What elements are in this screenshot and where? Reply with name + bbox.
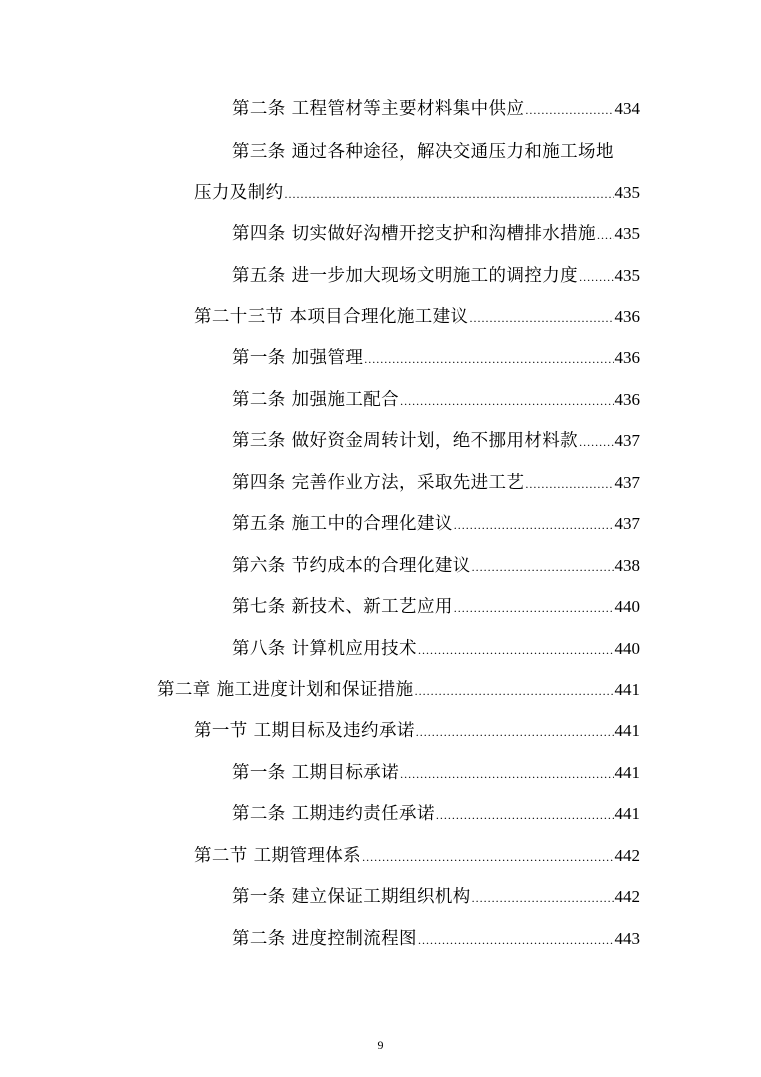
toc-entry-title: 第八条 计算机应用技术	[232, 639, 417, 659]
toc-entry[interactable]	[232, 137, 640, 167]
toc-entry[interactable]	[232, 468, 640, 498]
toc-leader-dots	[579, 262, 613, 292]
toc-entry-title: 第二条 工期违约责任承诺	[232, 804, 435, 824]
toc-entry-title: 第三条 通过各种途径，解决交通压力和施工场地	[232, 142, 614, 162]
toc-entry-page: 437	[614, 431, 640, 450]
toc-entry-title: 第一条 建立保证工期组织机构	[232, 887, 471, 907]
toc-entry-page: 441	[614, 721, 640, 740]
toc-entry-title: 第一条 加强管理	[232, 348, 364, 368]
toc-leader-dots	[472, 883, 614, 913]
toc-leader-dots	[400, 759, 613, 789]
toc-entry-page: 437	[614, 473, 640, 492]
toc-leader-dots	[454, 593, 614, 623]
toc-entry[interactable]	[232, 551, 640, 581]
toc-entry-title: 第二十三节 本项目合理化施工建议	[194, 307, 469, 327]
toc-leader-dots	[415, 676, 614, 706]
toc-leader-dots	[362, 842, 613, 872]
toc-entry-title: 第二章 施工进度计划和保证措施	[157, 680, 414, 700]
toc-entry[interactable]	[232, 882, 640, 912]
toc-entry-page: 443	[614, 929, 640, 948]
toc-leader-dots	[364, 344, 613, 374]
toc-entry-page: 441	[614, 763, 640, 782]
toc-entry-page: 441	[614, 804, 640, 823]
toc-entry-title: 第三条 做好资金周转计划，绝不挪用材料款	[232, 431, 579, 451]
toc-entry-title: 第二条 进度控制流程图	[232, 929, 417, 949]
toc-entry-page: 442	[614, 887, 640, 906]
toc-entry-title: 第六条 节约成本的合理化建议	[232, 556, 471, 576]
toc-entry-continuation[interactable]	[194, 178, 640, 208]
toc-entry[interactable]	[232, 219, 640, 249]
toc-entry-page: 435	[614, 266, 640, 285]
toc-entry-page: 436	[614, 390, 640, 409]
toc-leader-dots	[472, 552, 614, 582]
toc-entry-title: 第四条 切实做好沟槽开挖支护和沟槽排水措施	[232, 224, 596, 244]
toc-entry-page: 434	[614, 99, 640, 118]
toc-entry[interactable]	[194, 716, 640, 746]
toc-leader-dots	[469, 303, 613, 333]
toc-entry-title: 压力及制约	[194, 183, 284, 203]
toc-entry-title: 第七条 新技术、新工艺应用	[232, 597, 453, 617]
toc-entry-page: 436	[614, 307, 640, 326]
toc-entry-page: 440	[614, 597, 640, 616]
toc-leader-dots	[418, 635, 614, 665]
toc-entry[interactable]	[232, 385, 640, 415]
toc-entry-title: 第五条 施工中的合理化建议	[232, 514, 453, 534]
toc-entry-page: 435	[614, 224, 640, 243]
toc-entry-title: 第二条 工程管材等主要材料集中供应	[232, 99, 525, 119]
toc-entry-page: 442	[614, 846, 640, 865]
toc-entry[interactable]	[232, 343, 640, 373]
toc-entry[interactable]	[194, 841, 640, 871]
toc-entry[interactable]	[232, 94, 640, 124]
toc-entry[interactable]	[232, 634, 640, 664]
toc-entry[interactable]	[232, 426, 640, 456]
toc-entry-title: 第一条 工期目标承诺	[232, 763, 400, 783]
toc-leader-dots	[285, 179, 614, 209]
toc-leader-dots	[416, 717, 614, 747]
toc-entry[interactable]	[232, 261, 640, 291]
toc-entry-title: 第二节 工期管理体系	[194, 846, 362, 866]
toc-entry-title: 第四条 完善作业方法，采取先进工艺	[232, 473, 525, 493]
toc-leader-dots	[418, 925, 614, 955]
toc-entry[interactable]	[232, 924, 640, 954]
toc-entry-page: 441	[614, 680, 640, 699]
toc-entry[interactable]	[157, 675, 640, 705]
toc-entry-title: 第五条 进一步加大现场文明施工的调控力度	[232, 266, 579, 286]
toc-entry[interactable]	[232, 509, 640, 539]
toc-leader-dots	[525, 469, 613, 499]
toc-entry[interactable]	[194, 302, 640, 332]
toc-leader-dots	[400, 386, 613, 416]
page-number: 9	[377, 1038, 384, 1052]
toc-leader-dots	[597, 220, 614, 250]
toc-entry[interactable]	[232, 592, 640, 622]
toc-entry-page: 440	[614, 639, 640, 658]
toc-entry-page: 435	[614, 183, 640, 202]
toc-leader-dots	[525, 95, 613, 125]
toc-entry-title: 第二条 加强施工配合	[232, 390, 400, 410]
toc-entry-page: 437	[614, 514, 640, 533]
toc-leader-dots	[436, 800, 614, 830]
toc-entry-page: 436	[614, 348, 640, 367]
toc-entry-page: 438	[614, 556, 640, 575]
toc-entry[interactable]	[232, 799, 640, 829]
toc-leader-dots	[579, 427, 613, 457]
toc-entry-title: 第一节 工期目标及违约承诺	[194, 721, 415, 741]
toc-leader-dots	[454, 510, 614, 540]
toc-entry[interactable]	[232, 758, 640, 788]
